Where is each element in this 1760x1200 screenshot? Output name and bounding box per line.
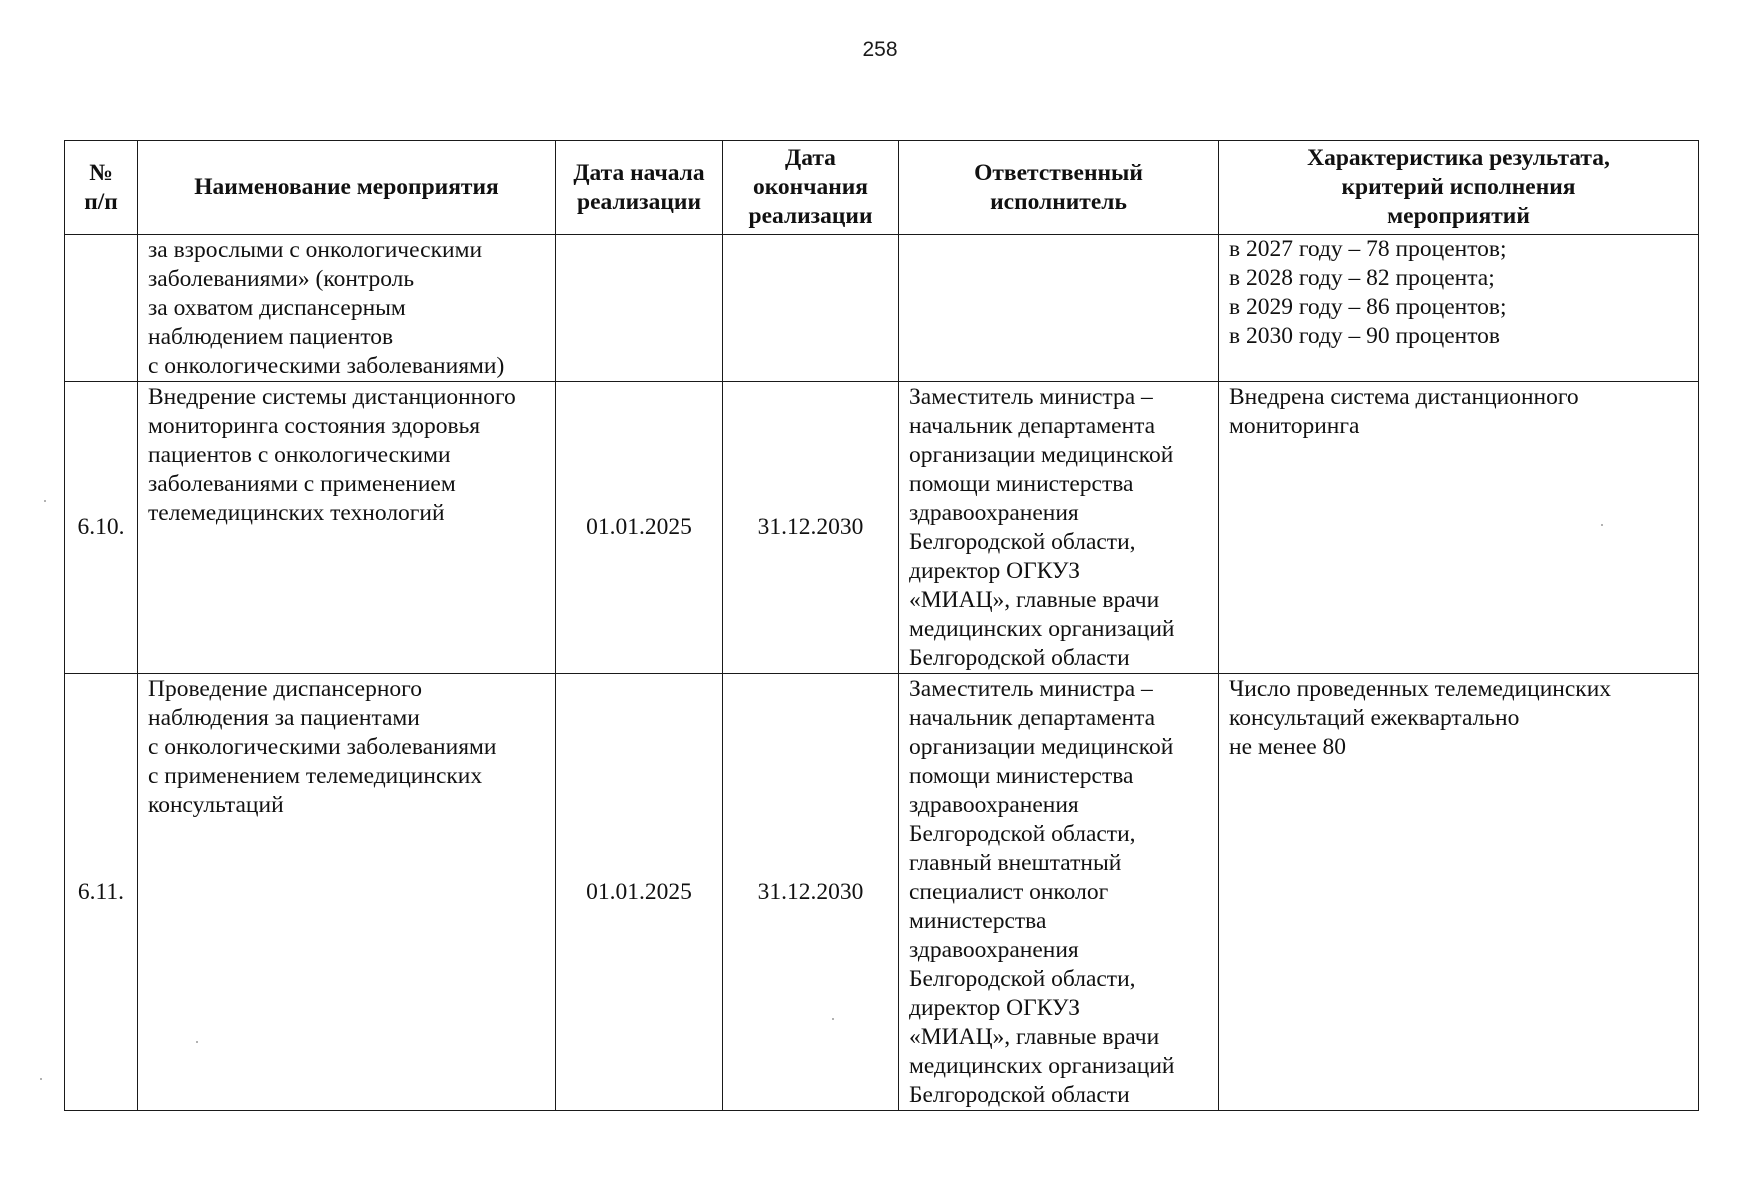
row-end-date: 31.12.2030	[723, 674, 899, 1111]
header-start-date: Дата начала реализации	[556, 141, 723, 235]
table-row	[65, 382, 1699, 674]
row-result: Внедрена система дистанционного мониторинга	[1219, 382, 1699, 674]
measures-table	[64, 140, 1699, 1111]
row-executor: Заместитель министра – начальник департамента организации медицинской помощи министерства здравоохранения Белгородской области, директор ОГКУЗ «МИАЦ», главные врачи медицинских организаций Белгородской области	[899, 382, 1219, 674]
table-row	[65, 235, 1699, 382]
header-name: Наименование мероприятия	[138, 141, 556, 235]
row-number: 6.11.	[65, 674, 138, 1111]
row-end-date	[723, 235, 899, 382]
header-result: Характеристика результата, критерий исполнения мероприятий	[1219, 141, 1699, 235]
row-result: Число проведенных телемедицинских консультаций ежеквартально не менее 80	[1219, 674, 1699, 1111]
row-start-date: 01.01.2025	[556, 674, 723, 1111]
table-row	[65, 674, 1699, 1111]
row-executor: Заместитель министра – начальник департамента организации медицинской помощи министерства здравоохранения Белгородской области, главный внештатный специалист онколог министерства здравоохранения Белгородской области, директор ОГКУЗ «МИАЦ», главные врачи медицинских организаций Белгородской области	[899, 674, 1219, 1111]
scan-speck	[196, 1041, 198, 1043]
row-number	[65, 235, 138, 382]
scan-speck	[44, 500, 46, 502]
header-end-date: Дата окончания реализации	[723, 141, 899, 235]
scan-speck	[40, 1078, 42, 1080]
row-number: 6.10.	[65, 382, 138, 674]
header-number: № п/п	[65, 141, 138, 235]
row-name: Проведение диспансерного наблюдения за пациентами с онкологическими заболеваниями с применением телемедицинских консультаций	[138, 674, 556, 1111]
row-start-date: 01.01.2025	[556, 382, 723, 674]
scan-speck	[832, 1018, 834, 1020]
header-executor: Ответственный исполнитель	[899, 141, 1219, 235]
table-header	[65, 141, 1699, 235]
row-result: в 2027 году – 78 процентов; в 2028 году – 82 процента; в 2029 году – 86 процентов; в 2030 году – 90 процентов	[1219, 235, 1699, 382]
scan-speck	[1601, 524, 1603, 526]
row-executor	[899, 235, 1219, 382]
row-name: Внедрение системы дистанционного мониторинга состояния здоровья пациентов с онкологическими заболеваниями с применением телемедицинских технологий	[138, 382, 556, 674]
row-end-date: 31.12.2030	[723, 382, 899, 674]
row-start-date	[556, 235, 723, 382]
page-number: 258	[862, 38, 898, 61]
row-name: за взрослыми с онкологическими заболеваниями» (контроль за охватом диспансерным наблюдением пациентов с онкологическими заболеваниями)	[138, 235, 556, 382]
